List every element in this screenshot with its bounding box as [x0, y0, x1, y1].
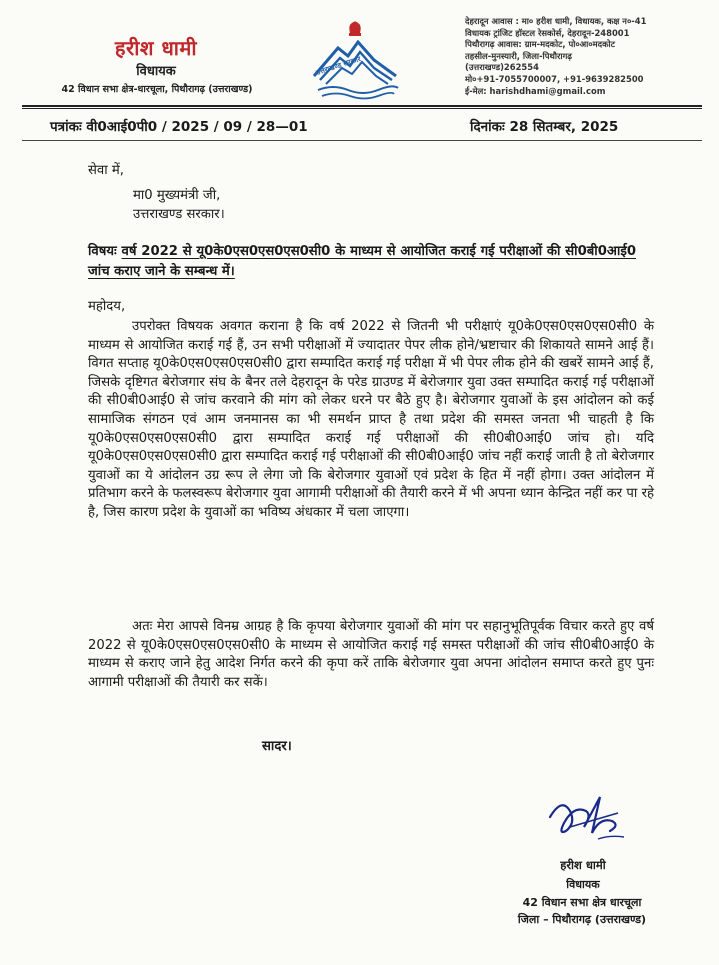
signatory-designation: विधायक [566, 878, 600, 891]
letterhead-designation: विधायक [136, 64, 176, 79]
letterhead-address [465, 16, 715, 97]
subject-text: वर्ष 2022 से यू0के0एस0एस0एस0सी0 के माध्यम से आयोजित कराई गई परीक्षाओं की सी0बी0आई0 जांच कराए जाने के सम्बन्ध में। [88, 244, 637, 279]
closing-sadar: सादर। [262, 739, 292, 754]
address-line: विधायक ट्रांजिट हॉस्टल रेसकोर्स, देहरादून-248001 [465, 27, 630, 38]
body-paragraph-1: उपरोक्त विषयक अवगत कराना है कि वर्ष 2022 से जितनी भी परीक्षाएं यू0के0एस0एस0एस0सी0 के माध्यम से आयोजित कराई गई हैं, उन सभी परीक्षाओं में ज्यादातर पेपर लीक होने/भ्रष्टाचार की शिकायते सामने आई हैं। विगत सप्ताह यू0के0एस0एस0एस0सी0 द्वारा सम्पादित कराई गई परीक्षा में भी पेपर लीक होने की खबरें सामने आई हैं, जिसके दृष्टिगत बेरोजगार संघ के बैनर तले देहरादून के परेड ग्राउण्ड में बेरोजगार युवा उक्त सम्पादित कराई गई परीक्षाओं की सी0बी0आई0 से जांच करवाने की मांग को लेकर धरने पर बैठे हुए है। बेरोजगार युवाओं के इस आंदोलन को कई सामाजिक संगठन एवं आम जनमानस का भी समर्थन प्राप्त है तथा प्रदेश की समस्त जनता भी चाहती है कि यू0के0एस0एस0एस0सी0 द्वारा सम्पादित कराई गई परीक्षाओं की सी0बी0आई0 जांच हो। यदि यू0के0एस0एस0एस0सी0 द्वारा सम्पादित कराई गई परीक्षाओं की सी0बी0आई0 जांच नहीं कराई जाती है तो बेरोजगार युवाओं का ये आंदोलन उग्र रूप ले लेगा जो कि बेरोजगार युवाओं एवं प्रदेश के हित में नहीं होगा। उक्त आंदोलन में प्रतिभाग करने के फलस्वरूप बेरोजगार युवा आगामी परीक्षाओं की तैयारी करने में भी अपना ध्यान केन्द्रित नहीं कर पा रहे है, जिस कारण प्रदेश के युवाओं का भविष्य अंधकार में चला जाएगा। [88, 319, 654, 520]
body-paragraph-2: अतः मेरा आपसे विनम्र आग्रह है कि कृपया बेरोजगार युवाओं की मांग पर सहानुभूतिपूर्वक विचार करते हुए वर्ष 2022 से यू0के0एस0एस0एस0सी0 के माध्यम से आयोजित कराई गई समस्त परीक्षाओं की जांच सी0बी0आई0 के माध्यम से कराए जाने हेतु आदेश निर्गत करने की कृपा करें ताकि बेरोजगार युवा अपना आंदोलन समाप्त करते हुए पुनः आगामी परीक्षाओं की तैयारी कर सकें। [88, 619, 654, 690]
address-line: (उत्तराखण्ड)262554 [465, 62, 539, 73]
letter-date: दिनांकः 28 सितम्बर, 2025 [470, 119, 619, 135]
reference-number: पत्रांकः वी0आई0पी0 / 2025 / 09 / 28—01 [50, 119, 308, 135]
recipient-line-2: उत्तराखण्ड सरकार। [133, 207, 225, 222]
address-line: तहसील-मुनस्यारी, जिला-पिथौरागढ़ [465, 50, 573, 61]
address-line: पिथौरागढ़ आवास: ग्राम-मदकोट, पो०आ०मदकोट [465, 39, 615, 50]
address-line: ई-मेल: harishdhami@gmail.com [465, 85, 606, 96]
uttarakhand-emblem-logo [308, 20, 402, 106]
header-divider-top [22, 105, 702, 107]
subject-block [88, 242, 636, 282]
subject-label: विषयः [88, 244, 117, 259]
reference-divider [22, 140, 702, 141]
greeting: महोदय, [88, 299, 126, 314]
letterhead-constituency: 42 विधान सभा क्षेत्र-धारचूला, पिथौरागढ़ (उत्तराखण्ड) [61, 84, 253, 95]
header-divider-bottom [22, 108, 702, 109]
recipient-salutation: सेवा में, [88, 163, 124, 178]
address-line: देहरादून आवास : मा० हरीश धामी, विधायक, कक्ष न०-41 [465, 16, 647, 26]
emblem-caption: उत्तराखण्ड सरकार [315, 54, 362, 77]
signatory-name: हरीश धामी [560, 858, 606, 872]
signatory-constituency: 42 विधान सभा क्षेत्र धारचूला [522, 896, 642, 909]
recipient-line-1: मा0 मुख्यमंत्री जी, [133, 188, 221, 203]
handwritten-signature [540, 787, 640, 847]
address-line: मो०+91-7055700007, +91-9639282500 [465, 73, 644, 84]
letterhead-name: हरीश धामी [114, 36, 198, 60]
signatory-district: जिला – पिथौरागढ़ (उत्तराखण्ड) [517, 913, 647, 926]
